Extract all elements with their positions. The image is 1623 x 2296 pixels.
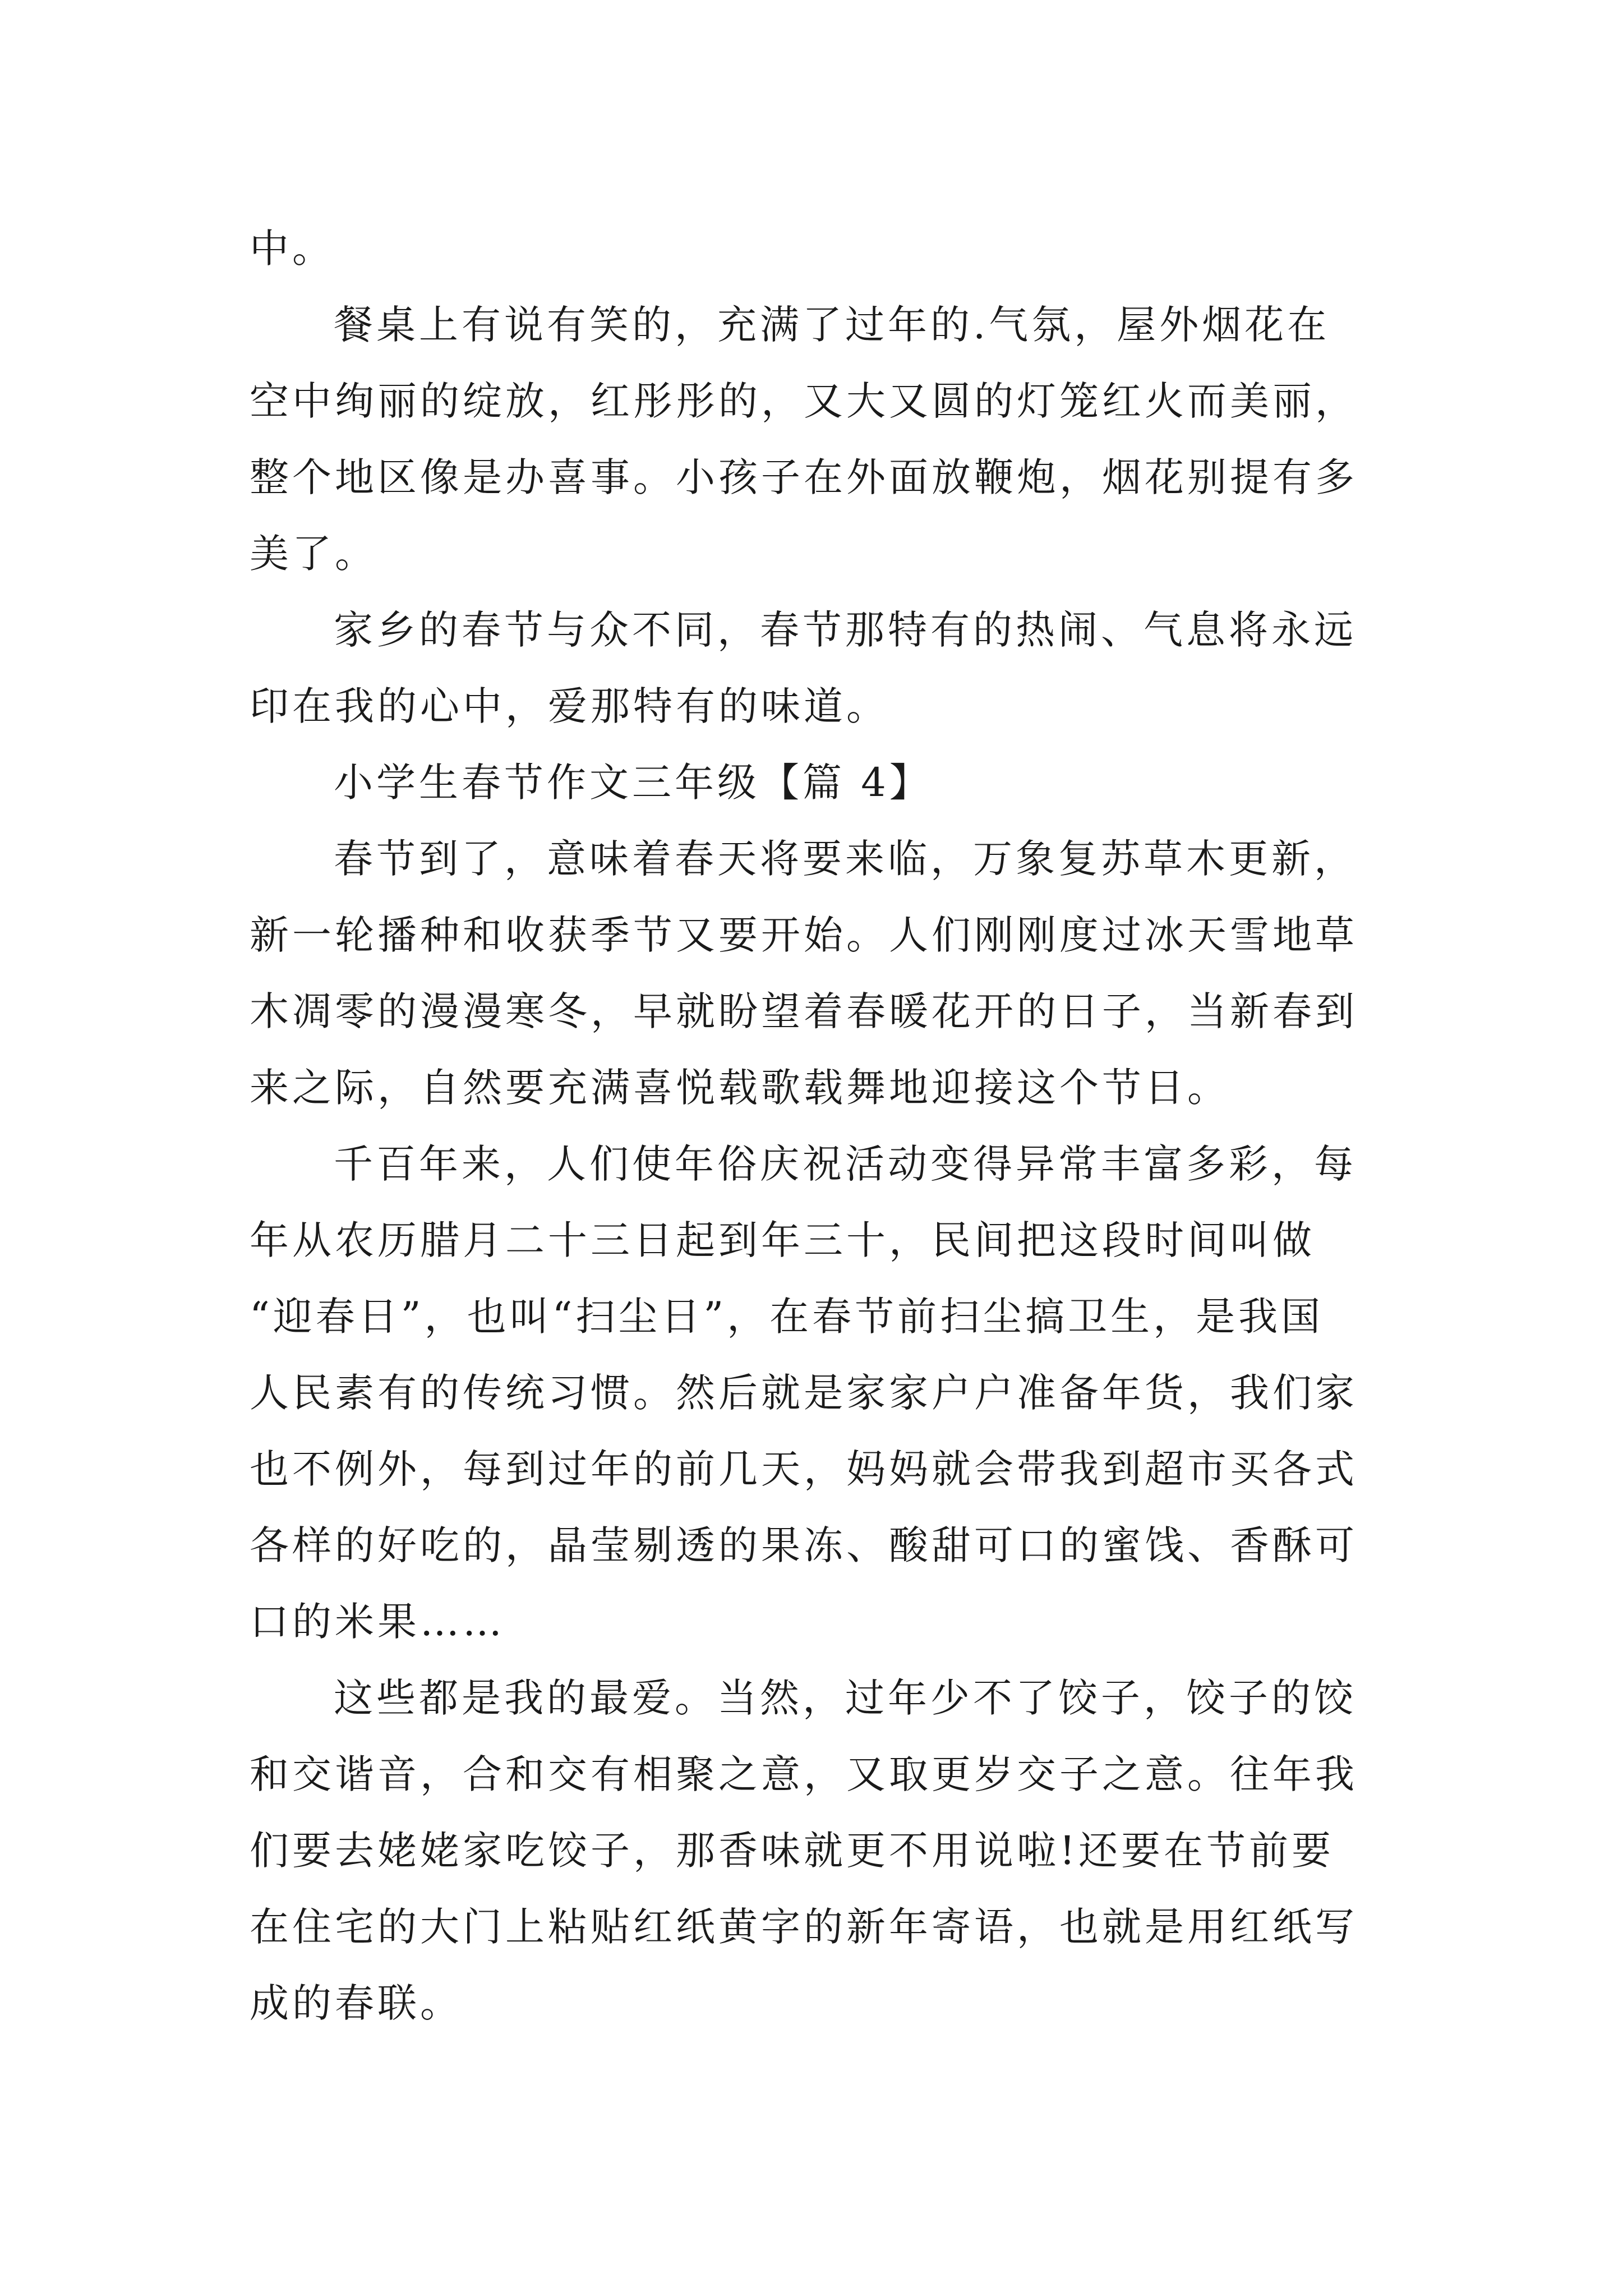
text-line: 这些都是我的最爱。当然，过年少不了饺子，饺子的饺 [334,1675,1357,1721]
text-line: 年从农历腊月二十三日起到年三十，民间把这段时间叫做 [250,1217,1315,1263]
text-line: 们要去姥姥家吃饺子，那香味就更不用说啦!还要在节前要 [250,1828,1335,1874]
text-line: 餐桌上有说有笑的，充满了过年的.气氛，屋外烟花在 [334,302,1330,348]
text-line: 空中绚丽的绽放，红彤彤的，又大又圆的灯笼红火而美丽， [250,378,1358,424]
text-line: 家乡的春节与众不同，春节那特有的热闹、气息将永远 [334,607,1357,653]
text-line: 人民素有的传统习惯。然后就是家家户户准备年货，我们家 [250,1370,1358,1416]
text-line: 印在我的心中，爱那特有的味道。 [250,683,889,729]
text-line: 春节到了，意味着春天将要来临，万象复苏草木更新， [334,836,1357,882]
text-line: 和交谐音，合和交有相聚之意，又取更岁交子之意。往年我 [250,1751,1358,1797]
text-line: 各样的好吃的，晶莹剔透的果冻、酸甜可口的蜜饯、香酥可 [250,1522,1358,1568]
text-line: 也不例外，每到过年的前几天，妈妈就会带我到超市买各式 [250,1446,1358,1492]
essay-body [250,210,1394,2041]
text-line: 成的春联。 [250,1980,463,2026]
section-heading: 小学生春节作文三年级【篇 4】 [334,760,932,806]
text-line: 在住宅的大门上粘贴红纸黄字的新年寄语，也就是用红纸写 [250,1904,1358,1950]
text-line: 千百年来，人们使年俗庆祝活动变得异常丰富多彩，每 [334,1141,1357,1187]
text-line: 新一轮播种和收获季节又要开始。人们刚刚度过冰天雪地草 [250,912,1358,958]
text-line: 中。 [250,226,335,272]
text-line: 整个地区像是办喜事。小孩子在外面放鞭炮，烟花别提有多 [250,454,1358,500]
text-line: 美了。 [250,531,377,577]
text-line: 来之际，自然要充满喜悦载歌载舞地迎接这个节日。 [250,1065,1230,1111]
text-line: 口的米果…… [250,1599,505,1645]
text-line: 木凋零的漫漫寒冬，早就盼望着春暖花开的日子，当新春到 [250,988,1358,1034]
text-line: “迎春日”，也叫“扫尘日”，在春节前扫尘搞卫生，是我国 [250,1294,1324,1340]
